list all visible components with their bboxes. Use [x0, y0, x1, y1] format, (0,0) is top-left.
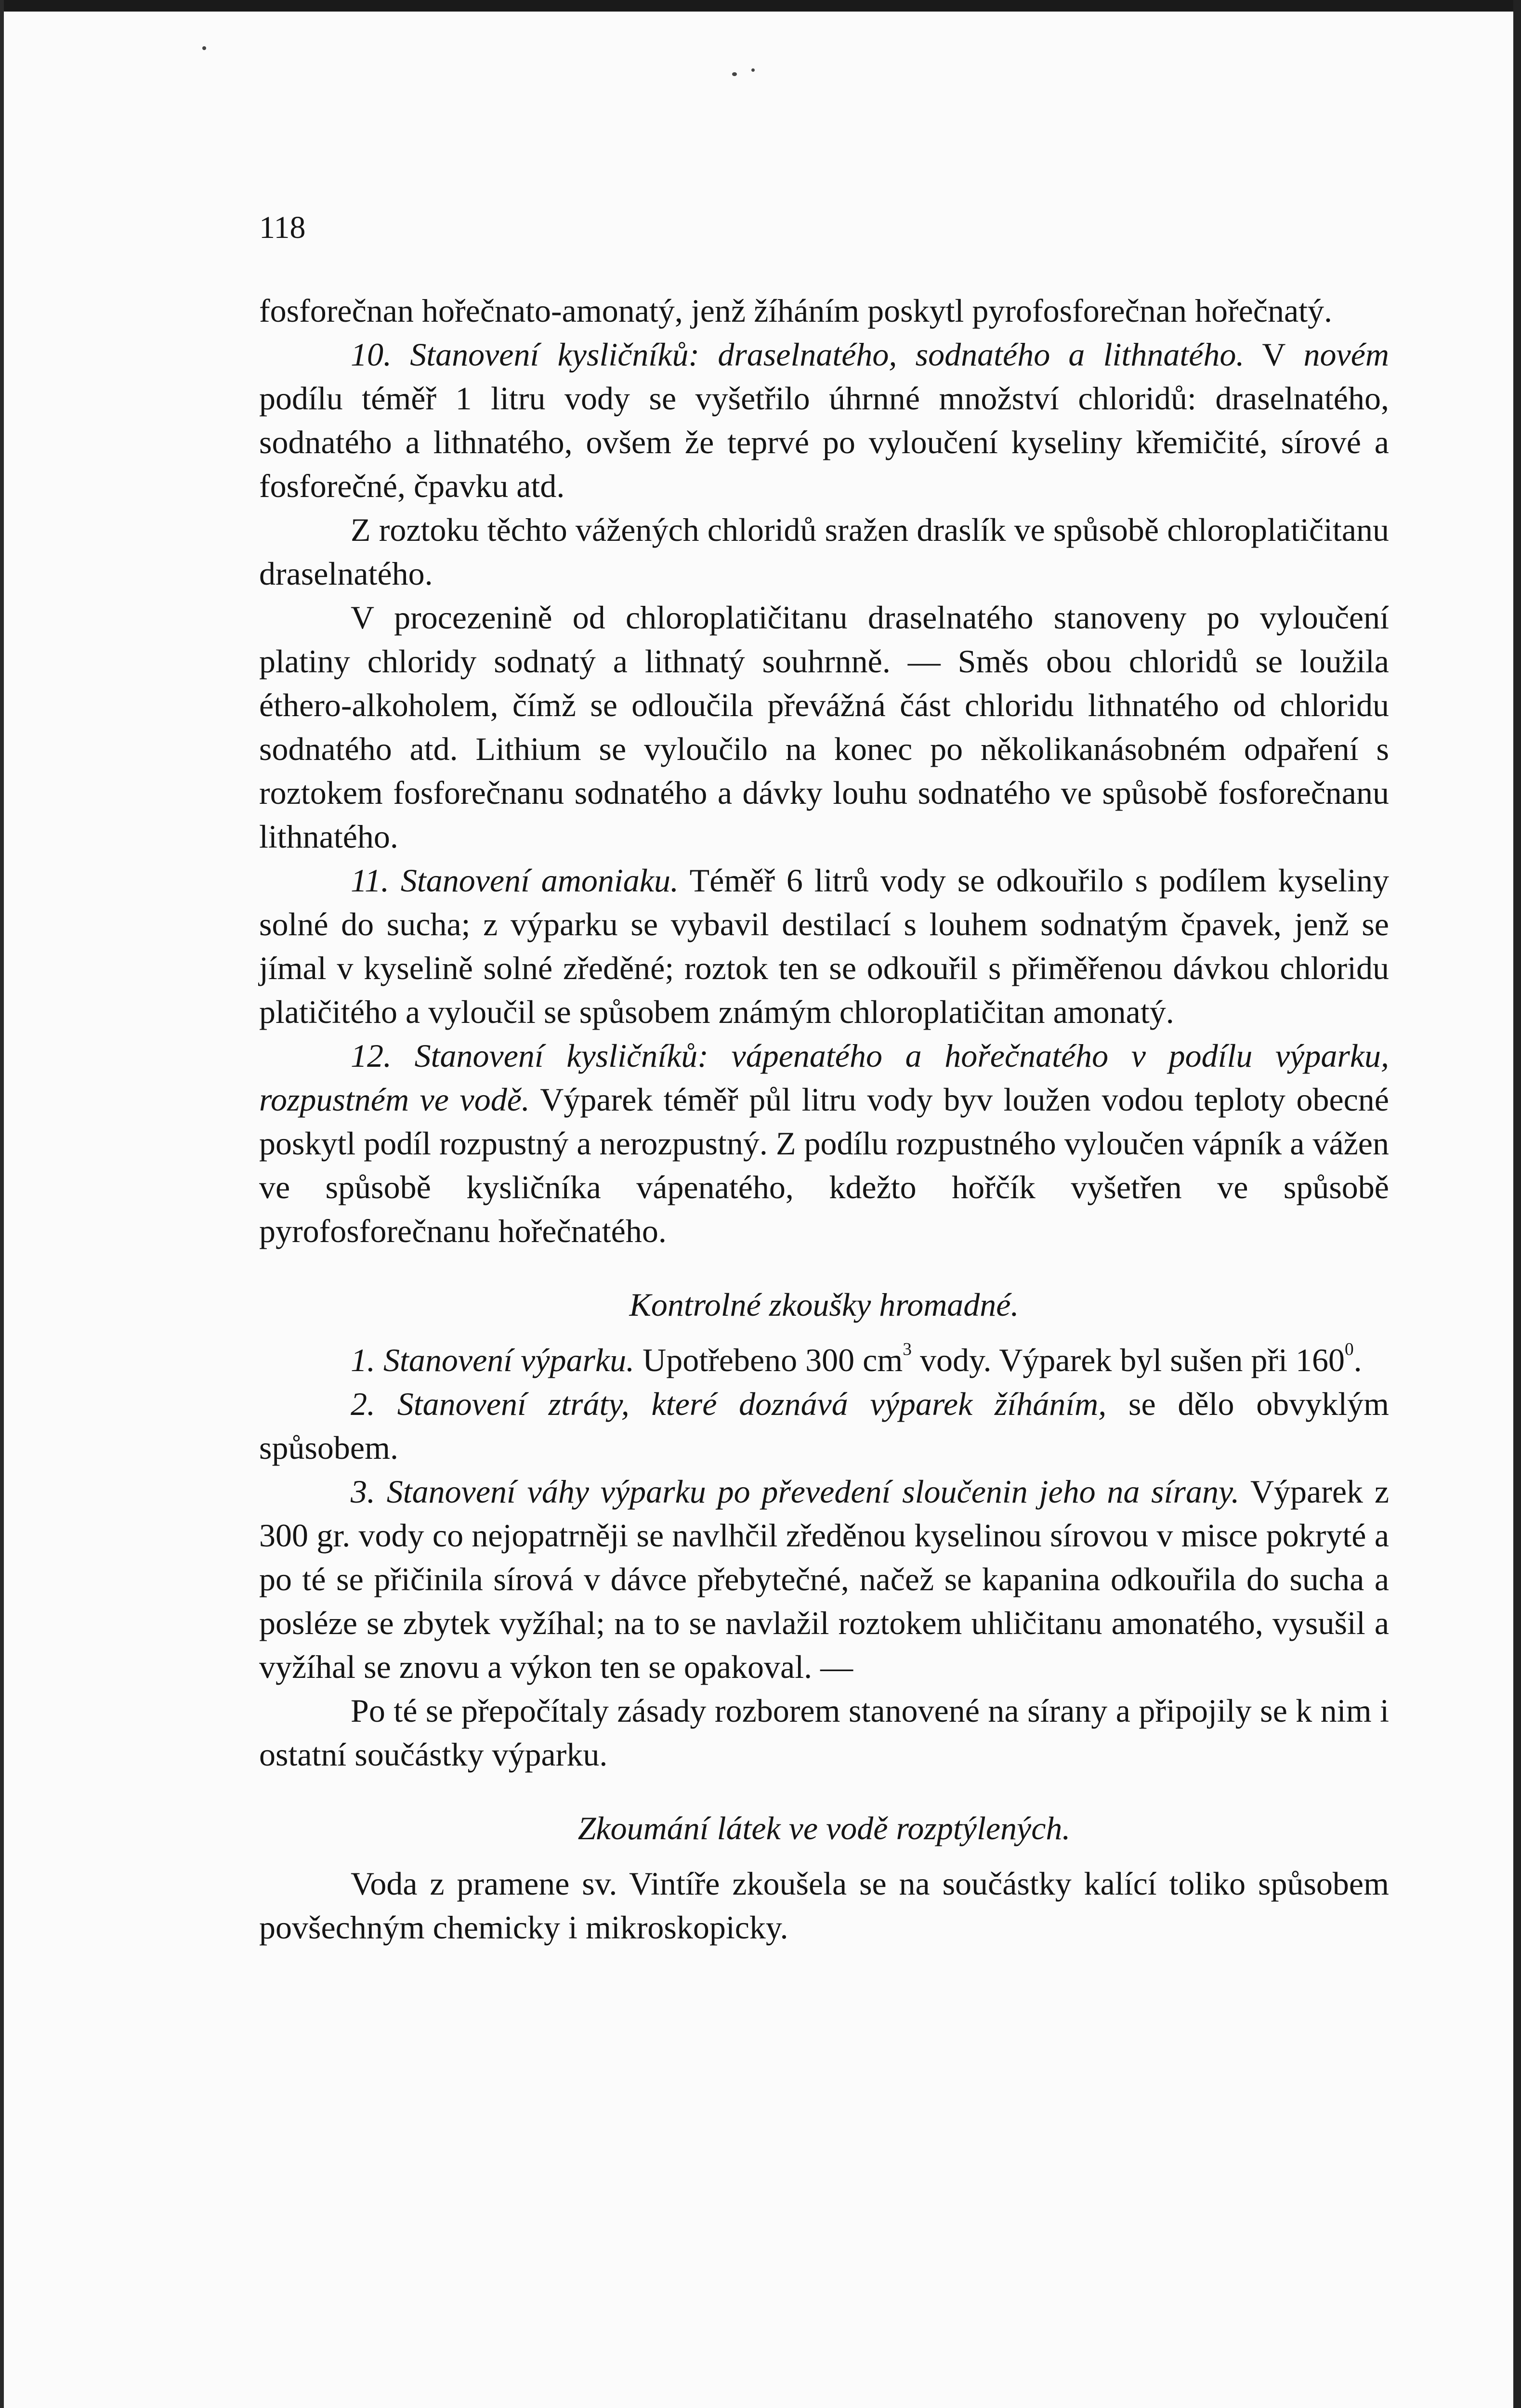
paragraph-text: V procezenině od chloroplatičitanu draselnatého stanoveny po vyloučení platiny chloridy sodnatý a lithnatý souhrnně. — Směs obou chloridů se loužila éthero-alkoholem, čímž se odloučila převážná část chloridu lithnatého od chloridu sodnatého atd. Lithium se vyloučilo na konec po několikanásobném odpaření s roztokem fosforečnanu sodnatého a dávky louhu sodnatého ve spůsobě fosforečnanu lithnatého. — [259, 599, 1389, 855]
section-heading: Kontrolné zkoušky hromadné. — [629, 1286, 1019, 1323]
paragraph-text: Upotřebeno 300 cm — [634, 1342, 903, 1378]
paragraph-text: Voda z pramene sv. Vintíře zkoušela se na součástky kalící toliko spůsobem povšechným chemicky i mikroskopicky. — [259, 1865, 1389, 1946]
scan-edge-left — [0, 0, 4, 2408]
superscript: 0 — [1344, 1339, 1354, 1360]
paragraph-text: fosforečnan hořečnato-amonatý, jenž žíháním poskytl pyrofosforečnan hořečnatý. — [259, 292, 1333, 329]
item-number: 2. — [351, 1386, 375, 1422]
paragraph-text: podílu téměř 1 litru vody se vyšetřilo úhrnné množství chloridů: draselnatého, sodnatého a lithnatého, ovšem že teprvé po vyloučení kyseliny křemičité, sírové a fosforečné, čpavku atd. — [259, 380, 1389, 504]
paragraph — [259, 1034, 1389, 1253]
scan-edge-top — [0, 0, 1521, 12]
item-number: 3. — [351, 1473, 375, 1510]
paragraph-text: Výparek z 300 gr. vody co nejopatrněji se navlhčil zředěnou kyselinou sírovou v misce pokryté a po té se přičinila sírová v dávce přebytečné, načež se kapanina odkouřila do sucha a posléze se zbytek vyžíhal; na to se navlažil roztokem uhličitanu amonatého, vysušil a vyžíhal se znovu a výkon ten se opakoval. — — [259, 1473, 1389, 1685]
item-title: Stanovení váhy výparku po převedení sloučenin jeho na sírany. — [386, 1473, 1240, 1510]
paragraph-text: vody. Výparek byl sušen při 160 — [911, 1342, 1345, 1378]
paragraph — [259, 1382, 1389, 1470]
paragraph — [259, 333, 1389, 508]
paragraph-text: Výparek téměř půl litru vody byv loužen vodou teploty obecné poskytl podíl rozpustný a nerozpustný. Z podílu rozpustného vyloučen vápník a vážen ve spůsobě kysličníka vápenatého, kdežto hořčík vyšetřen ve spůsobě pyrofosforečnanu hořečnatého. — [259, 1081, 1389, 1249]
paragraph — [259, 1689, 1389, 1777]
paragraph-text: se dělo obvyklým spůsobem. — [259, 1386, 1390, 1466]
item-number: 10. — [351, 336, 392, 373]
item-number: 11. — [351, 862, 389, 899]
item-title: Stanovení amoniaku. — [400, 862, 679, 899]
item-number: 12. — [351, 1037, 392, 1074]
body-text — [259, 289, 1389, 1950]
section-heading: Zkoumání látek ve vodě rozptýlených. — [577, 1810, 1071, 1846]
item-title: Stanovení kysličníků: draselnatého, sodnatého a lithnatého. — [410, 336, 1245, 373]
paragraph — [259, 1862, 1389, 1950]
scan-speck — [751, 68, 755, 72]
scan-speck — [202, 46, 206, 50]
paragraph-text: V — [1244, 336, 1304, 373]
scan-edge-right — [1513, 0, 1521, 2408]
paragraph-text: . — [1353, 1342, 1362, 1378]
paragraph — [259, 1338, 1389, 1382]
paragraph — [259, 596, 1389, 859]
paragraph-text: Po té se přepočítaly zásady rozborem stanovené na sírany a připojily se k nim i ostatní součástky výparku. — [259, 1692, 1389, 1773]
item-title: Stanovení ztráty, které doznává výparek žíháním, — [397, 1386, 1107, 1422]
paragraph-text: Téměř 6 litrů vody se odkouřilo s podílem kyseliny solné do sucha; z výparku se vybavil destilací s louhem sodnatým čpavek, jenž se jímal v kyselině solné zředěné; roztok ten se odkouřil s přiměřenou dávkou chloridu platičitého a vyloučil se spůsobem známým chloroplatičitan amonatý. — [259, 862, 1390, 1030]
paragraph — [259, 859, 1389, 1034]
scan-speck — [732, 72, 737, 76]
superscript: 3 — [903, 1339, 912, 1360]
paragraph — [259, 289, 1389, 333]
paragraph — [259, 1470, 1389, 1689]
item-title: Stanovení výparku. — [383, 1342, 635, 1378]
paragraph — [259, 508, 1389, 596]
item-number: 1. — [351, 1342, 375, 1378]
page-number: 118 — [259, 210, 306, 245]
paragraph-text: Z roztoku těchto vážených chloridů sražen draslík ve spůsobě chloroplatičitanu draselnatého. — [259, 511, 1389, 592]
item-title: Stanovení kysličníků: vápenatého a hořečnatého v podílu výparku, rozpustném ve vodě. — [259, 1037, 1390, 1118]
emphasis: novém — [1303, 336, 1389, 373]
